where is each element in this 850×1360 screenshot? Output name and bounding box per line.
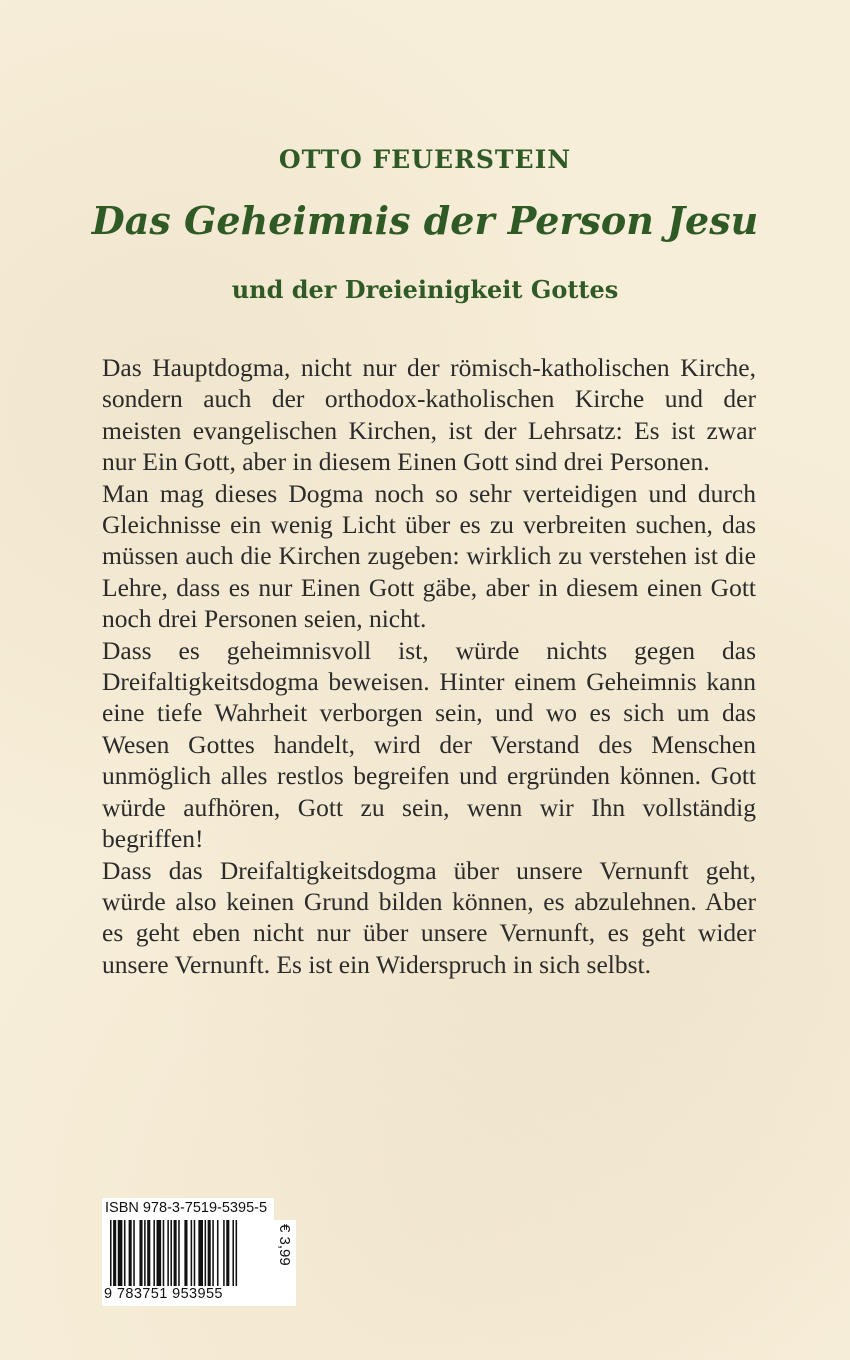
barcode-bar	[212, 1220, 214, 1286]
blurb-paragraph-2: Man mag dieses Dogma noch so sehr verteidigen und durch Gleichnisse ein wenig Licht über es zu verbreiten suchen, das müssen auch die Kirchen zugeben: wirklich zu verstehen ist die Lehre, dass es nur Einen Gott gäbe, aber in diesem einen Gott noch drei Personen seien, nicht.	[102, 478, 756, 634]
barcode-bar	[124, 1220, 126, 1286]
barcode-bar	[139, 1220, 142, 1286]
barcode-bar	[163, 1220, 165, 1286]
barcode-bar	[217, 1220, 219, 1286]
barcode-bar	[232, 1220, 234, 1286]
barcode-bar	[167, 1220, 169, 1286]
barcode-bar	[157, 1220, 162, 1286]
barcode-digits: 9 783751 953955	[104, 1286, 223, 1302]
barcode-bar	[147, 1220, 150, 1286]
barcode-bar	[198, 1220, 203, 1286]
isbn-barcode	[102, 1198, 274, 1306]
barcode-bar	[129, 1220, 132, 1286]
barcode-bar	[223, 1220, 225, 1286]
price-label: € 3,99	[276, 1224, 293, 1266]
blurb-paragraph-4: Dass das Dreifaltigkeitsdogma über unsere Vernunft geht, würde also keinen Grund bilden können, es abzulehnen. Aber es geht eben nicht nur über unsere Vernunft, es geht wider unsere Vernunft. Es ist ein Widerspruch in sich selbst.	[102, 855, 756, 979]
barcode-bar	[226, 1220, 229, 1286]
price-tag	[274, 1220, 296, 1306]
barcode-bar	[144, 1220, 146, 1286]
barcode-bars	[104, 1220, 272, 1288]
isbn-label: ISBN 978-3-7519-5395-5	[105, 1200, 268, 1216]
barcode-bar	[153, 1220, 155, 1286]
barcode-bar	[208, 1220, 211, 1286]
blurb-paragraph-1: Das Hauptdogma, nicht nur der römisch-katholischen Kirche, sondern auch der orthodox-katholischen Kirche und der meisten evangelischen Kirchen, ist der Lehrsatz: Es ist zwar nur Ein Gott, aber in diesem Einen Gott sind drei Personen.	[102, 353, 756, 477]
barcode-bar	[133, 1220, 135, 1286]
barcode-bar	[184, 1220, 187, 1286]
book-title: Das Geheimnis der Person Jesu	[91, 198, 759, 243]
blurb-paragraph-3: Dass es geheimnisvoll ist, würde nichts gegen das Dreifaltigkeitsdogma beweisen. Hinter einem Geheimnis kann eine tiefe Wahrheit verborgen sein, und wo es sich um das Wesen Gottes handelt, wird der Verstand des Menschen unmöglich alles restlos begreifen und ergründen können. Gott würde aufhören, Gott zu sein, wenn wir Ihn vollständig begriffen!	[102, 635, 756, 854]
barcode-bar	[178, 1220, 180, 1286]
barcode-bar	[110, 1220, 112, 1286]
barcode-bar	[174, 1220, 177, 1286]
barcode-bar	[236, 1220, 238, 1286]
barcode-bar	[113, 1220, 116, 1286]
barcode-bar	[205, 1220, 207, 1286]
book-subtitle: und der Dreieinigkeit Gottes	[231, 275, 619, 304]
author-name: OTTO FEUERSTEIN	[278, 145, 572, 174]
barcode-bar	[118, 1220, 123, 1286]
blurb-text	[102, 352, 756, 980]
barcode-bar	[191, 1220, 193, 1286]
barcode-bar	[194, 1220, 196, 1286]
barcode-bar	[170, 1220, 172, 1286]
